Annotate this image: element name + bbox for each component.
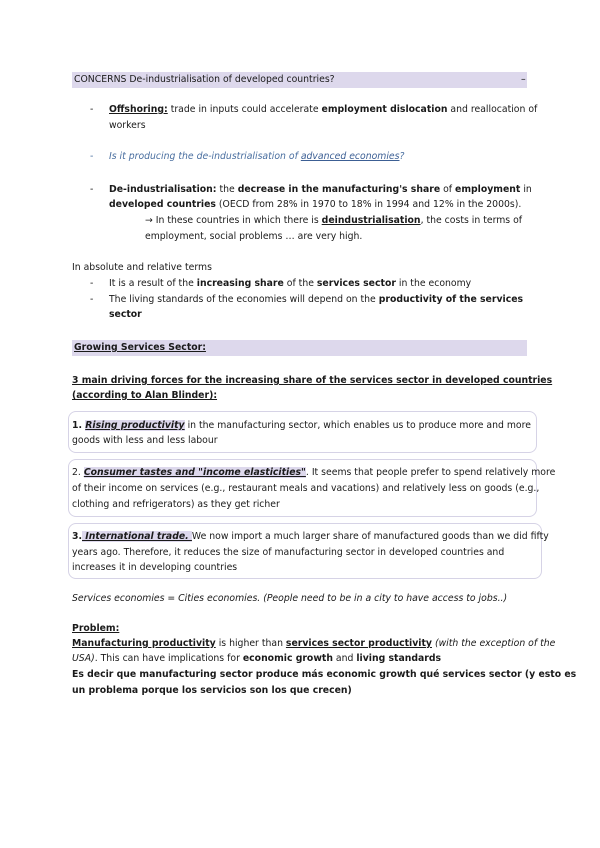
text: in xyxy=(520,184,532,195)
cities-note: Services economies = Cities economies. (People need to be in a city to have access to jobs..) xyxy=(72,593,508,604)
bold-underlined-text: Manufacturing productivity xyxy=(72,638,216,649)
problem-line-2 xyxy=(72,651,441,666)
text: in the manufacturing sector, which enables us to produce more and more xyxy=(184,420,531,431)
bold-underlined-text: (according to Alan Blinder): xyxy=(72,390,218,401)
bold-text: Es decir que manufacturing sector produce más economic growth qué services sector (y esto es xyxy=(72,669,577,680)
problem-line-4 xyxy=(72,683,352,698)
force-3-line-3: increases it in developing countries xyxy=(72,562,238,573)
bold-text: increasing share xyxy=(196,278,284,289)
heading-text: Growing Services Sector: xyxy=(74,342,206,353)
text: trade in inputs could accelerate xyxy=(167,104,322,115)
text: ? xyxy=(399,151,405,162)
force-3-line-1 xyxy=(72,529,549,544)
bold-text: 3. xyxy=(72,531,83,542)
text: → In these countries in which there is xyxy=(145,215,322,226)
problem-line-1 xyxy=(72,636,555,651)
deind-line-2 xyxy=(109,197,521,212)
bullet-dash: - xyxy=(90,278,94,289)
text: Is it producing the de-industrialisation of xyxy=(109,151,301,162)
text: the xyxy=(216,184,238,195)
bullet-dash: - xyxy=(90,184,94,195)
text: of the xyxy=(283,278,317,289)
bullet-dash: - xyxy=(90,294,94,305)
bold-text: economic growth xyxy=(242,653,333,664)
text: It is a result of the xyxy=(109,278,197,289)
deind-line-4: employment, social problems … are very high. xyxy=(145,231,363,242)
bold-text: services sector xyxy=(316,278,396,289)
bold-text: De-industrialisation: xyxy=(109,184,217,195)
text: . This can have implications for xyxy=(94,653,243,664)
text: , the costs in terms of xyxy=(420,215,523,226)
bold-text: un problema porque los servicios son los que crecen) xyxy=(72,685,352,696)
bold-text: employment xyxy=(455,184,521,195)
absolute-item-1 xyxy=(109,276,471,291)
bold-underlined-text: 3 main driving forces for the increasing share of the services sector in developed countries xyxy=(72,375,553,386)
bold-text: living standards xyxy=(356,653,442,664)
text: is higher than xyxy=(215,638,286,649)
force-2-line-3: clothing and refrigerators) as they get richer xyxy=(72,499,280,510)
deindustrialisation-term: deindustrialisation xyxy=(321,215,421,226)
bold-text: productivity of the services xyxy=(378,294,524,305)
forces-heading-1 xyxy=(72,373,552,388)
text: and xyxy=(332,653,357,664)
heading-text: CONCERNS De-industrialisation of developed countries? xyxy=(74,74,335,85)
force-title: Rising productivity xyxy=(85,420,185,431)
deind-line-3 xyxy=(145,213,522,228)
bold-underlined-text: Problem: xyxy=(72,623,120,634)
text: 2. xyxy=(72,467,84,478)
force-title: International trade. xyxy=(82,531,192,542)
absolute-item-2-line-2 xyxy=(109,307,142,322)
text: The living standards of the economies will depend on the xyxy=(109,294,379,305)
text: . It seems that people prefer to spend relatively more xyxy=(305,467,556,478)
section-heading-growing xyxy=(74,340,206,355)
text: (OECD from 28% in 1970 to 18% in 1994 and 12% in the 2000s). xyxy=(215,199,522,210)
force-2-line-2: of their income on services (e.g., restaurant meals and vacations) and relatively less on goods (e.g., xyxy=(72,483,540,494)
section-heading-concerns xyxy=(74,72,335,87)
bold-text: developed countries xyxy=(109,199,216,210)
deind-line-1 xyxy=(109,182,532,197)
question-line xyxy=(109,149,404,164)
offshoring-line xyxy=(109,102,537,117)
absolute-item-2 xyxy=(109,292,523,307)
advanced-economies-link[interactable]: advanced economies xyxy=(300,151,400,162)
bold-underlined-text: services sector productivity xyxy=(285,638,432,649)
force-2-line-1 xyxy=(72,465,555,480)
force-title: Consumer tastes and "income elasticities" xyxy=(83,467,306,478)
text: and reallocation of xyxy=(447,104,538,115)
heading-dash: – xyxy=(521,74,526,85)
offshoring-line-2: workers xyxy=(109,120,146,131)
bullet-dash: - xyxy=(90,104,94,115)
force-1-line-2: goods with less and less labour xyxy=(72,435,218,446)
bullet-dash: - xyxy=(90,151,94,162)
problem-line-3 xyxy=(72,667,576,682)
absolute-intro: In absolute and relative terms xyxy=(72,262,212,273)
italic-text: (with the exception of the xyxy=(431,638,556,649)
text: We now import a much larger share of manufactured goods than we did fifty xyxy=(191,531,549,542)
italic-text: USA) xyxy=(72,653,95,664)
problem-heading xyxy=(72,621,119,636)
text: in the economy xyxy=(395,278,472,289)
force-1-line-1 xyxy=(72,418,531,433)
bold-text: employment dislocation xyxy=(321,104,448,115)
bold-text: sector xyxy=(109,309,142,320)
bold-text: decrease in the manufacturing's share xyxy=(237,184,441,195)
text: of xyxy=(440,184,456,195)
offshoring-term: Offshoring: xyxy=(109,104,168,115)
bold-text: 1. xyxy=(72,420,86,431)
forces-heading-2 xyxy=(72,388,217,403)
force-3-line-2: years ago. Therefore, it reduces the size of manufacturing sector in developed countries and xyxy=(72,547,505,558)
